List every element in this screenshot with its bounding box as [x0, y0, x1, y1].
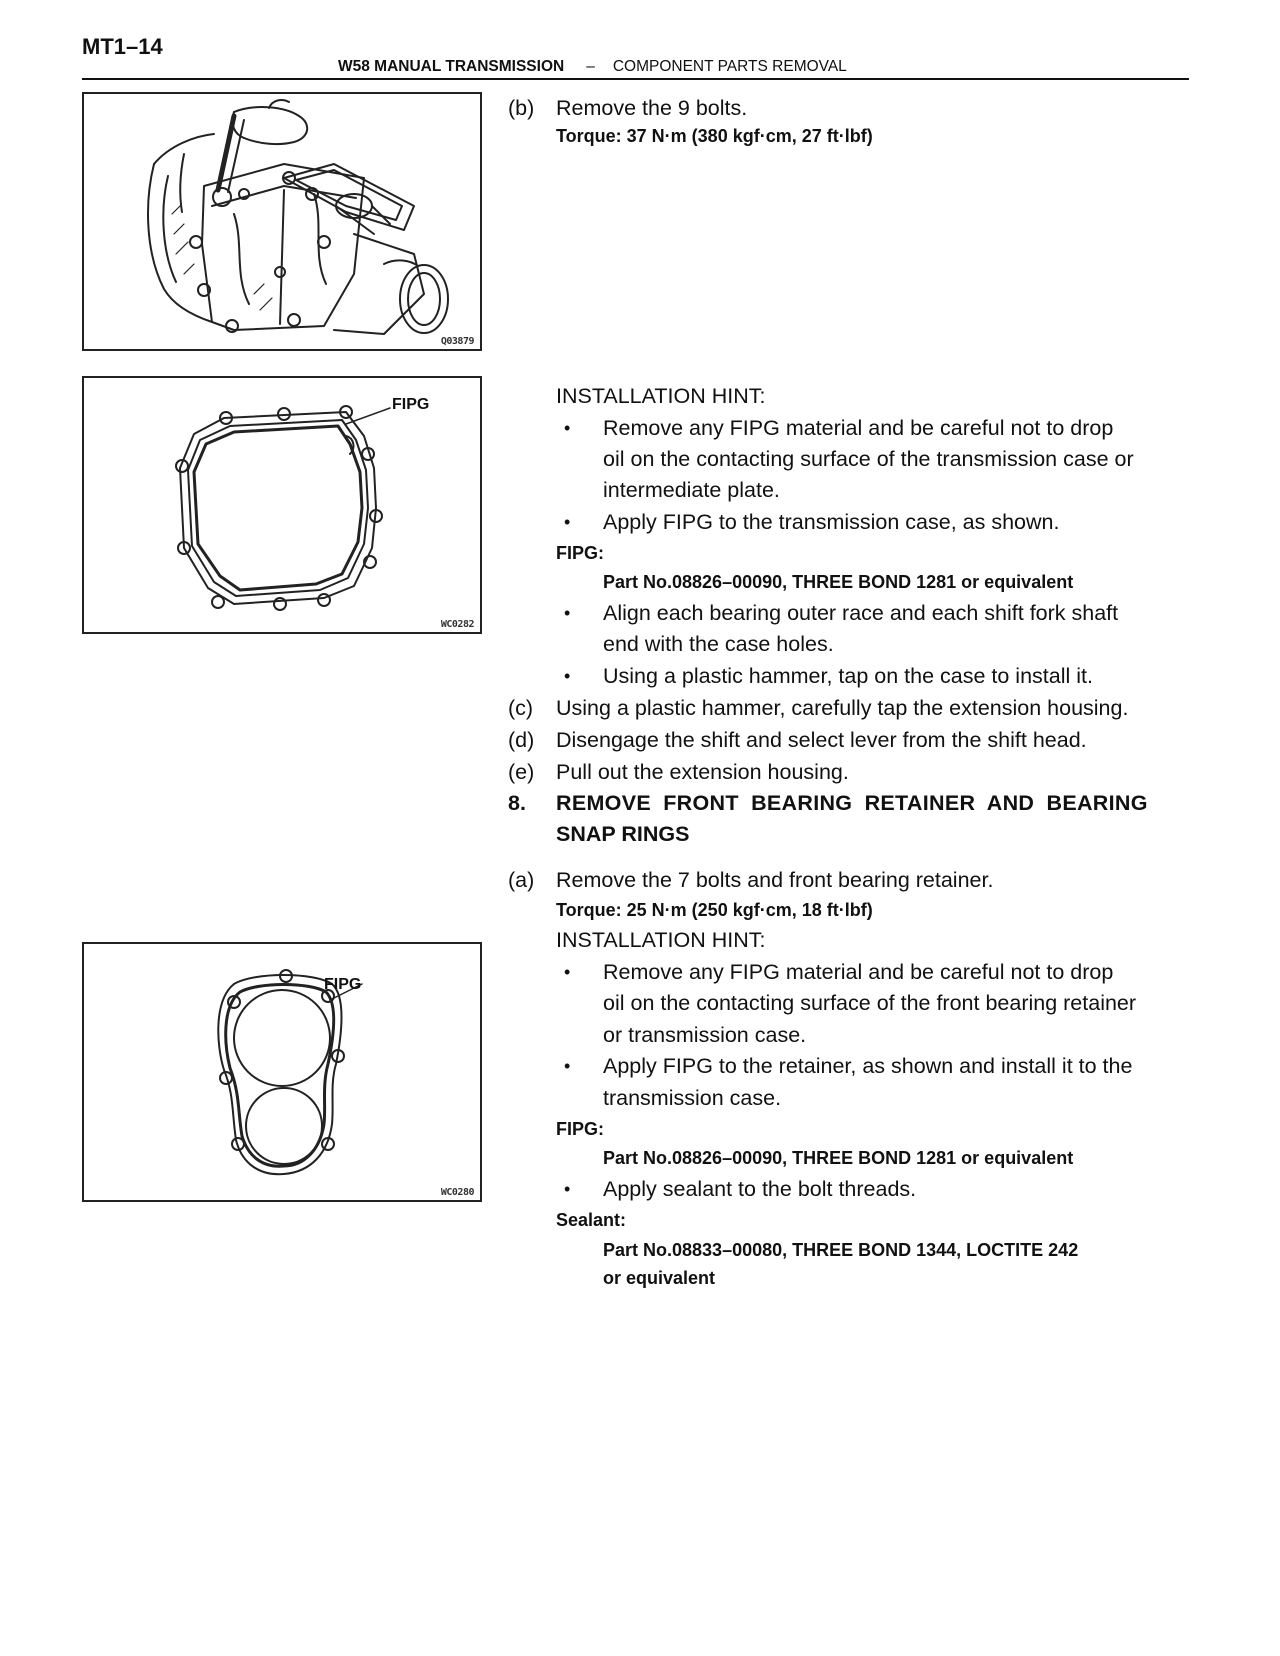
- fipg-callout: FIPG: [392, 396, 430, 413]
- bullet-line: Apply FIPG to the retainer, as shown and install it to the: [603, 1054, 1133, 1078]
- bullet-line: Remove any FIPG material and be careful not to drop: [603, 416, 1114, 440]
- step-text: Using a plastic hammer, carefully tap the extension housing.: [556, 696, 1129, 720]
- torque-spec: Torque: 37 N·m (380 kgf·cm, 27 ft·lbf): [556, 126, 873, 146]
- step-title-line: REMOVE FRONT BEARING RETAINER AND BEARING: [556, 791, 1148, 815]
- bullet-symbol: •: [564, 962, 571, 982]
- bullet-line: or transmission case.: [603, 1023, 807, 1047]
- fipg-callout: FIPG: [324, 976, 362, 993]
- fipg-part-number: Part No.08826–00090, THREE BOND 1281 or equivalent: [603, 572, 1074, 592]
- sealant-label: Sealant:: [556, 1210, 627, 1230]
- bullet-line: intermediate plate.: [603, 478, 780, 502]
- hint-title: INSTALLATION HINT:: [556, 384, 766, 408]
- step-text: Remove the 9 bolts.: [556, 96, 748, 120]
- header-rule: [82, 78, 1189, 80]
- step-text: Disengage the shift and select lever from the shift head.: [556, 728, 1087, 752]
- figure-code: WC0282: [440, 619, 474, 630]
- bullet-line: end with the case holes.: [603, 632, 834, 656]
- bullet-line: oil on the contacting surface of the transmission case or: [603, 447, 1134, 471]
- figure-transmission-bolts: [82, 92, 482, 351]
- fipg-label: FIPG:: [556, 543, 604, 563]
- running-head: [338, 58, 847, 76]
- bullet-symbol: •: [564, 1179, 571, 1199]
- bullet-line: Using a plastic hammer, tap on the case to install it.: [603, 664, 1093, 688]
- step-label: (e): [508, 760, 535, 784]
- hint-title: INSTALLATION HINT:: [556, 928, 766, 952]
- case-gasket-illustration: [84, 378, 480, 632]
- step-label: (c): [508, 696, 534, 720]
- step-label: (a): [508, 868, 535, 892]
- bullet-line: Remove any FIPG material and be careful not to drop: [603, 960, 1114, 984]
- step-label: (b): [508, 96, 535, 120]
- step-text: Remove the 7 bolts and front bearing retainer.: [556, 868, 994, 892]
- step-title-line: SNAP RINGS: [556, 822, 690, 846]
- step-label: (d): [508, 728, 535, 752]
- bullet-symbol: •: [564, 603, 571, 623]
- figure-retainer-fipg: [82, 942, 482, 1202]
- bullet-symbol: •: [564, 1056, 571, 1076]
- figure-code: Q03879: [440, 336, 474, 347]
- bullet-symbol: •: [564, 512, 571, 532]
- bullet-line: Apply FIPG to the transmission case, as shown.: [603, 510, 1060, 534]
- retainer-gasket-illustration: [84, 944, 480, 1200]
- step-number: 8.: [508, 791, 526, 815]
- page-number: MT1–14: [82, 34, 163, 59]
- bullet-line: oil on the contacting surface of the front bearing retainer: [603, 991, 1137, 1015]
- subsection-title: COMPONENT PARTS REMOVAL: [612, 58, 847, 75]
- sealant-part-number: or equivalent: [603, 1268, 716, 1288]
- step-text: Pull out the extension housing.: [556, 760, 849, 784]
- bullet-line: Align each bearing outer race and each shift fork shaft: [603, 601, 1119, 625]
- fipg-part-number: Part No.08826–00090, THREE BOND 1281 or equivalent: [603, 1148, 1074, 1168]
- figure-code: WC0280: [440, 1187, 474, 1198]
- bullet-line: Apply sealant to the bolt threads.: [603, 1177, 917, 1201]
- title-separator: –: [586, 58, 595, 75]
- sealant-part-number: Part No.08833–00080, THREE BOND 1344, LOCTITE 242: [603, 1240, 1079, 1260]
- torque-spec: Torque: 25 N·m (250 kgf·cm, 18 ft·lbf): [556, 900, 873, 920]
- section-title: W58 MANUAL TRANSMISSION: [338, 58, 565, 75]
- bullet-line: transmission case.: [603, 1086, 782, 1110]
- transmission-illustration: [84, 94, 480, 349]
- figure-case-fipg: [82, 376, 482, 634]
- bullet-symbol: •: [564, 666, 571, 686]
- bullet-symbol: •: [564, 418, 571, 438]
- fipg-label: FIPG:: [556, 1119, 604, 1139]
